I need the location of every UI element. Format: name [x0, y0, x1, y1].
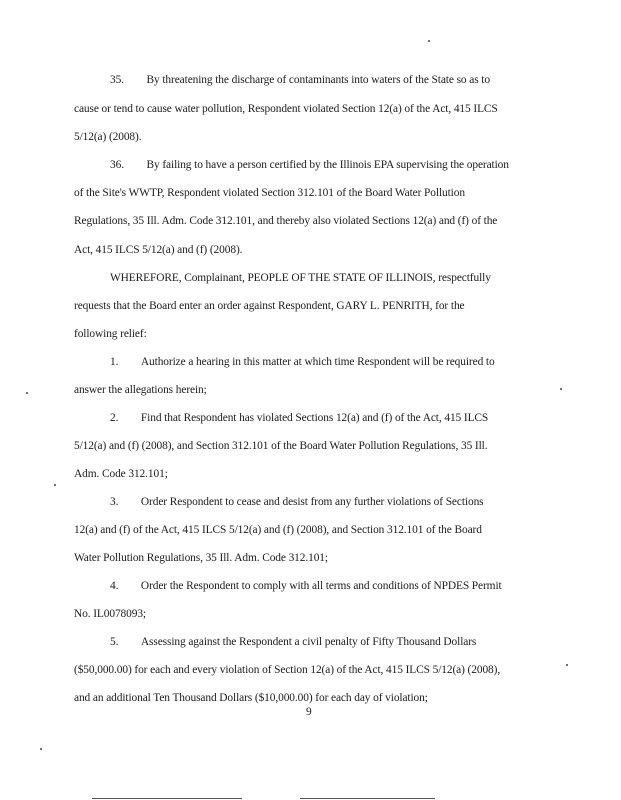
wherefore-line-1: WHEREFORE, Complainant, PEOPLE OF THE STATE OF ILLINOIS, respectfully — [110, 272, 491, 284]
scan-speck — [54, 484, 56, 486]
scan-speck — [566, 664, 568, 666]
paragraph-36-line-1: 36. By failing to have a person certified by the Illinois EPA supervising the operation — [110, 159, 509, 171]
relief-3-line-2: 12(a) and (f) of the Act, 415 ILCS 5/12(a) and (f) (2008), and Section 312.101 of the Board — [74, 524, 482, 536]
page-number: 9 — [306, 706, 312, 718]
paragraph-36-line-2: of the Site's WWTP, Respondent violated Section 312.101 of the Board Water Pollution — [74, 187, 465, 199]
paragraph-35-line-1: 35. By threatening the discharge of contaminants into waters of the State so as to — [110, 74, 490, 86]
paragraph-35-line-2: cause or tend to cause water pollution, Respondent violated Section 12(a) of the Act, 415 ILCS — [74, 103, 498, 115]
scan-speck — [560, 388, 562, 390]
scan-speck — [40, 748, 42, 750]
relief-2-line-1: 2. Find that Respondent has violated Sections 12(a) and (f) of the Act, 415 ILCS — [110, 412, 489, 424]
relief-1-line-1: 1. Authorize a hearing in this matter at which time Respondent will be required to — [110, 356, 495, 368]
relief-5-line-3: and an additional Ten Thousand Dollars ($10,000.00) for each day of violation; — [74, 692, 428, 704]
relief-4-line-2: No. IL0078093; — [74, 608, 146, 620]
relief-3-line-3: Water Pollution Regulations, 35 Ill. Adm. Code 312.101; — [74, 552, 328, 564]
paragraph-35-line-3: 5/12(a) (2008). — [74, 131, 142, 143]
relief-5-line-2: ($50,000.00) for each and every violation of Section 12(a) of the Act, 415 ILCS 5/12(a) (2008), — [74, 664, 501, 676]
relief-2-line-2: 5/12(a) and (f) (2008), and Section 312.101 of the Board Water Pollution Regulations, 35 Ill. — [74, 440, 488, 452]
wherefore-line-2: requests that the Board enter an order against Respondent, GARY L. PENRITH, for the — [74, 300, 465, 312]
relief-5-line-1: 5. Assessing against the Respondent a civil penalty of Fifty Thousand Dollars — [110, 636, 477, 648]
relief-3-line-1: 3. Order Respondent to cease and desist from any further violations of Sections — [110, 496, 484, 508]
relief-2-line-3: Adm. Code 312.101; — [74, 468, 168, 480]
scan-edge-rule — [300, 798, 435, 799]
scan-edge-rule — [92, 798, 242, 799]
paragraph-36-line-3: Regulations, 35 Ill. Adm. Code 312.101, and thereby also violated Sections 12(a) and (f) of the — [74, 215, 498, 227]
scan-speck — [428, 40, 430, 42]
relief-1-line-2: answer the allegations herein; — [74, 384, 207, 396]
relief-4-line-1: 4. Order the Respondent to comply with all terms and conditions of NPDES Permit — [110, 580, 502, 592]
scan-speck — [26, 392, 28, 394]
wherefore-line-3: following relief: — [74, 328, 147, 340]
paragraph-36-line-4: Act, 415 ILCS 5/12(a) and (f) (2008). — [74, 244, 243, 256]
